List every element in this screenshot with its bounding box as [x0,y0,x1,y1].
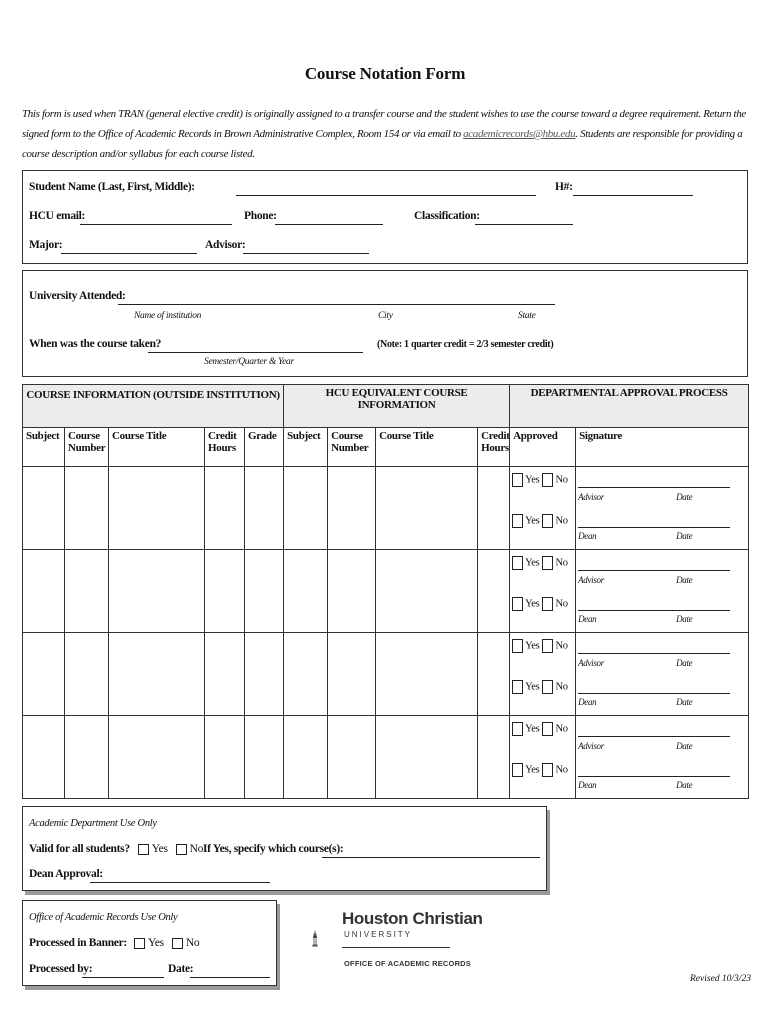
advisor-date-sublabel: Date [676,575,693,585]
dean-signature-line[interactable] [578,776,730,777]
form-title: Course Notation Form [304,64,466,83]
yes-checkbox[interactable] [512,556,523,570]
hcu-subject-cell[interactable] [284,467,328,550]
course-title-cell[interactable] [109,467,205,550]
dean-approval [512,763,568,777]
table-row [23,633,749,716]
processed-date-field[interactable] [190,977,270,978]
col-signature: Signature [576,428,749,467]
yes-checkbox[interactable] [512,597,523,611]
subject-cell[interactable] [23,716,65,799]
intro-text: This form is used when TRAN (general elective credit) is originally assigned to a transfer course and the student wishes to use the course toward a degree requirement. Return the signed form to the Office of Academic Records in Brown Administrative Complex, Room 154 or via email to [22,108,746,140]
no-checkbox[interactable] [542,763,553,777]
major-label: Major: [29,239,63,251]
col-grade: Grade [245,428,284,467]
advisor-signature-line[interactable] [578,736,730,737]
email-field[interactable] [80,224,232,225]
no-checkbox[interactable] [542,473,553,487]
table-row [23,467,749,550]
hcu-group-header: HCU EQUIVALENT COURSE INFORMATION [284,385,510,428]
hcu-credit-hours-cell[interactable] [478,633,510,716]
approved-cell [510,716,576,799]
state-sublabel: State [518,311,536,321]
dean-sublabel: Dean [578,614,597,624]
intro-paragraph [22,104,750,164]
student-name-field[interactable] [236,195,536,196]
no-label: No [555,640,568,652]
advisor-label: Advisor: [205,239,246,251]
hcu-subject-cell[interactable] [284,716,328,799]
institution-sublabel: Name of institution [134,311,202,321]
hcu-course-title-cell[interactable] [376,633,478,716]
course-title-cell[interactable] [109,633,205,716]
dean-approval-field[interactable] [90,882,270,883]
phone-field[interactable] [275,224,383,225]
col-approved: Approved [510,428,576,467]
dean-signature-line[interactable] [578,610,730,611]
advisor-signature-line[interactable] [578,487,730,488]
no-label: No [555,723,568,735]
hcu-course-number-cell[interactable] [328,467,376,550]
credit-hours-cell[interactable] [205,550,245,633]
dean-approval [512,514,568,528]
hcu-course-number-cell[interactable] [328,550,376,633]
grade-cell[interactable] [245,716,284,799]
banner-yes-label: Yes [148,937,164,949]
approved-cell [510,633,576,716]
yes-checkbox[interactable] [512,680,523,694]
banner-yes-checkbox[interactable] [134,938,145,949]
signature-cell [576,550,749,633]
logo-name: Houston Christian [342,909,483,928]
student-name-label: Student Name (Last, First, Middle): [29,181,195,193]
hcu-course-number-cell[interactable] [328,716,376,799]
yes-label: Yes [525,681,540,693]
advisor-sublabel: Advisor [578,575,604,585]
table-row [23,716,749,799]
processed-by-label: Processed by: [29,963,93,975]
yes-checkbox[interactable] [512,514,523,528]
valid-no-checkbox[interactable] [176,844,187,855]
course-taken-label: When was the course taken? [29,338,162,350]
grade-cell[interactable] [245,550,284,633]
course-taken-field[interactable] [148,352,363,353]
intro-text-end: . Students are responsible for providing a course description and/or syllabus for each course listed. [22,128,743,160]
advisor-sublabel: Advisor [578,741,604,751]
logo-divider [342,947,450,948]
subject-cell[interactable] [23,550,65,633]
no-label: No [555,681,568,693]
dean-date-sublabel: Date [676,531,693,541]
dean-approval-label: Dean Approval: [29,868,103,880]
course-number-cell[interactable] [65,633,109,716]
col-hcu-course-title: Course Title [376,428,478,467]
subject-cell[interactable] [23,467,65,550]
processed-by-field[interactable] [82,977,164,978]
no-label: No [555,474,568,486]
advisor-sublabel: Advisor [578,658,604,668]
yes-checkbox[interactable] [512,763,523,777]
banner-no-checkbox[interactable] [172,938,183,949]
university-logo-icon [312,893,342,988]
no-checkbox[interactable] [542,556,553,570]
course-number-cell[interactable] [65,716,109,799]
signature-cell [576,633,749,716]
advisor-approval [512,722,568,736]
hcu-course-title-cell[interactable] [376,716,478,799]
no-label: No [555,764,568,776]
credit-note: (Note: 1 quarter credit = 2/3 semester credit) [377,339,554,350]
specify-label: If Yes, specify which course(s): [203,843,344,855]
logo-university: UNIVERSITY [344,930,413,939]
signature-cell [576,467,749,550]
hcu-credit-hours-cell[interactable] [478,467,510,550]
col-hcu-subject: Subject [284,428,328,467]
yes-label: Yes [525,723,540,735]
hcu-credit-hours-cell[interactable] [478,550,510,633]
dean-date-sublabel: Date [676,780,693,790]
banner-no-label: No [185,937,200,949]
course-title-cell[interactable] [109,550,205,633]
classification-label: Classification: [414,210,480,222]
hcu-course-title-cell[interactable] [376,550,478,633]
no-checkbox[interactable] [542,722,553,736]
col-subject: Subject [23,428,65,467]
col-hcu-course-number: Course Number [328,428,376,467]
city-sublabel: City [378,311,393,321]
table-row [23,550,749,633]
processed-date-label: Date: [168,963,194,975]
outside-group-header: COURSE INFORMATION (OUTSIDE INSTITUTION) [23,385,284,428]
course-title-cell[interactable] [109,716,205,799]
yes-label: Yes [525,640,540,652]
dean-signature-line[interactable] [578,527,730,528]
advisor-signature-line[interactable] [578,570,730,571]
dept-group-header: DEPARTMENTAL APPROVAL PROCESS [510,385,749,428]
hcu-credit-hours-cell[interactable] [478,716,510,799]
yes-label: Yes [525,557,540,569]
yes-checkbox[interactable] [512,722,523,736]
advisor-approval [512,639,568,653]
banner-options [126,937,199,949]
records-email-link[interactable]: academicrecords@hbu.edu [463,128,576,140]
credit-hours-cell[interactable] [205,633,245,716]
advisor-date-sublabel: Date [676,492,693,502]
dean-approval [512,680,568,694]
term-sublabel: Semester/Quarter & Year [204,357,294,367]
valid-no-label: No [189,843,204,855]
university-label: University Attended: [29,290,126,302]
yes-label: Yes [525,474,540,486]
course-number-cell[interactable] [65,467,109,550]
yes-label: Yes [525,764,540,776]
dean-signature-line[interactable] [578,693,730,694]
yes-label: Yes [525,598,540,610]
course-table [22,384,749,799]
no-label: No [555,515,568,527]
no-checkbox[interactable] [542,680,553,694]
hcu-course-title-cell[interactable] [376,467,478,550]
advisor-signature-line[interactable] [578,653,730,654]
valid-yes-checkbox[interactable] [138,844,149,855]
dean-date-sublabel: Date [676,697,693,707]
course-number-cell[interactable] [65,550,109,633]
banner-label: Processed in Banner: [29,937,127,949]
grade-cell[interactable] [245,467,284,550]
credit-hours-cell[interactable] [205,716,245,799]
valid-label [29,843,203,855]
yes-checkbox[interactable] [512,473,523,487]
university-section [22,270,748,377]
subject-cell[interactable] [23,633,65,716]
advisor-field[interactable] [243,253,369,254]
dean-sublabel: Dean [578,531,597,541]
no-checkbox[interactable] [542,597,553,611]
no-checkbox[interactable] [542,514,553,528]
revision-date: Revised 10/3/23 [690,974,751,984]
col-credit-hours: Credit Hours [205,428,245,467]
dean-sublabel: Dean [578,780,597,790]
col-course-number: Course Number [65,428,109,467]
no-label: No [555,557,568,569]
col-course-title: Course Title [109,428,205,467]
phone-label: Phone: [244,210,277,222]
valid-text: Valid for all students? [29,843,130,855]
yes-checkbox[interactable] [512,639,523,653]
advisor-approval [512,473,568,487]
grade-cell[interactable] [245,633,284,716]
advisor-date-sublabel: Date [676,658,693,668]
approved-cell [510,467,576,550]
hcu-subject-cell[interactable] [284,633,328,716]
no-checkbox[interactable] [542,639,553,653]
advisor-sublabel: Advisor [578,492,604,502]
dean-approval [512,597,568,611]
credit-hours-cell[interactable] [205,467,245,550]
university-field[interactable] [118,304,555,305]
signature-cell [576,716,749,799]
hcu-course-number-cell[interactable] [328,633,376,716]
advisor-date-sublabel: Date [676,741,693,751]
yes-label: Yes [525,515,540,527]
hcu-subject-cell[interactable] [284,550,328,633]
approved-cell [510,550,576,633]
major-field[interactable] [61,253,197,254]
col-hcu-credit-hours: Credit Hours [478,428,510,467]
advisor-approval [512,556,568,570]
h-number-label: H#: [555,181,573,193]
dept-use-heading: Academic Department Use Only [29,818,157,829]
classification-field[interactable] [475,224,573,225]
dean-sublabel: Dean [578,697,597,707]
logo-office: OFFICE OF ACADEMIC RECORDS [344,959,472,968]
specify-field[interactable] [322,857,540,858]
email-label: HCU email: [29,210,86,222]
valid-yes-label: Yes [151,843,168,855]
no-label: No [555,598,568,610]
h-number-field[interactable] [573,195,693,196]
dean-date-sublabel: Date [676,614,693,624]
records-use-heading: Office of Academic Records Use Only [29,912,178,923]
